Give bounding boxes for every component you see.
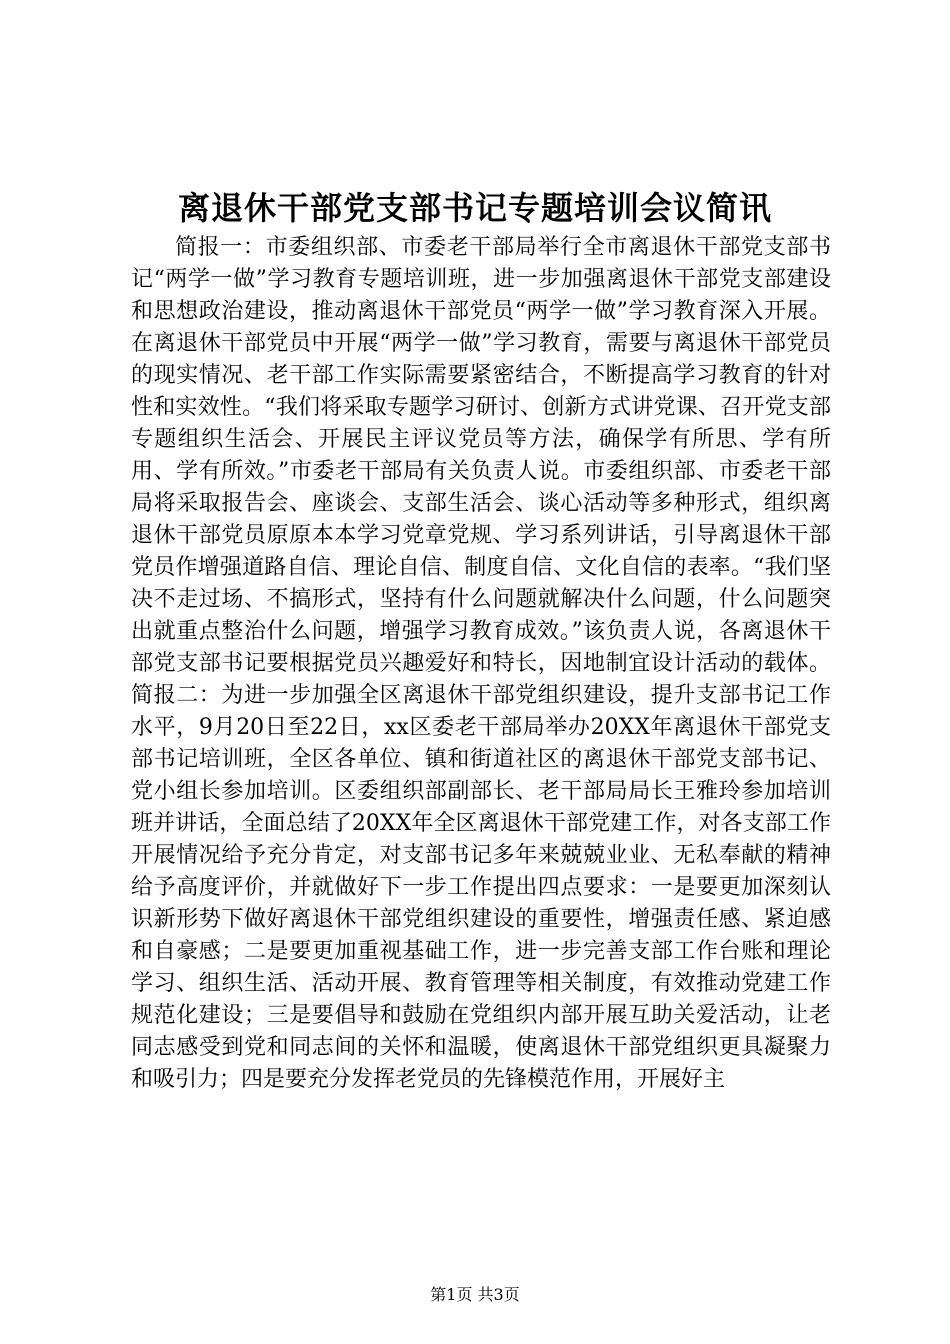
document-body-paragraph: 简报一：市委组织部、市委老干部局举行全市离退休干部党支部书记“两学一做”学习教育专题培训班，进一步加强离退休干部党支部建设和思想政治建设，推动离退休干部党员“两学一做”学习教育深入开展。在离退休干部党员中开展“两学一做”学习教育，需要与离退休干部党员的现实情况、老干部工作实际需要紧密结合，不断提高学习教育的针对性和实效性。“我们将采取专题学习研讨、创新方式讲党课、召开党支部专题组织生活会、开展民主评议党员等方法，确保学有所思、学有所用、学有所效。”市委老干部局有关负责人说。市委组织部、市委老干部局将采取报告会、座谈会、支部生活会、谈心活动等多种形式，组织离退休干部党员原原本本学习党章党规、学习系列讲话，引导离退休干部党员作增强道路自信、理论自信、制度自信、文化自信的表率。“我们坚决不走过场、不搞形式，坚持有什么问题就解决什么问题，什么问题突出就重点整治什么问题，增强学习教育成效。”该负责人说，各离退休干部党支部书记要根据党员兴趣爱好和特长，因地制宜设计活动的载体。简报二：为进一步加强全区离退休干部党组织建设，提升支部书记工作水平，9月20日至22日，xx区委老干部局举办20XX年离退休干部党支部书记培训班，全区各单位、镇和街道社区的离退休干部党支部书记、党小组长参加培训。区委组织部副部长、老干部局局长王雅玲参加培训班并讲话，全面总结了20XX年全区离退休干部党建工作，对各支部工作开展情况给予充分肯定，对支部书记多年来兢兢业业、无私奉献的精神给予高度评价，并就做好下一步工作提出四点要求：一是要更加深刻认识新形势下做好离退休干部党组织建设的重要性，增强责任感、紧迫感和自豪感；二是要更加重视基础工作，进一步完善支部工作台账和理论学习、组织生活、活动开展、教育管理等相关制度，有效推动党建工作规范化建设；三是要倡导和鼓励在党组织内部开展互助关爱活动，让老同志感受到党和同志间的关怀和温暖，使离退休干部党组织更具凝聚力和吸引力；四是要充分发挥老党员的先锋模范作用，开展好主	[131, 235, 831, 1092]
document-title: 离退休干部党支部书记专题培训会议简讯	[177, 189, 772, 227]
page-number-footer: 第1页 共3页	[430, 1285, 520, 1304]
